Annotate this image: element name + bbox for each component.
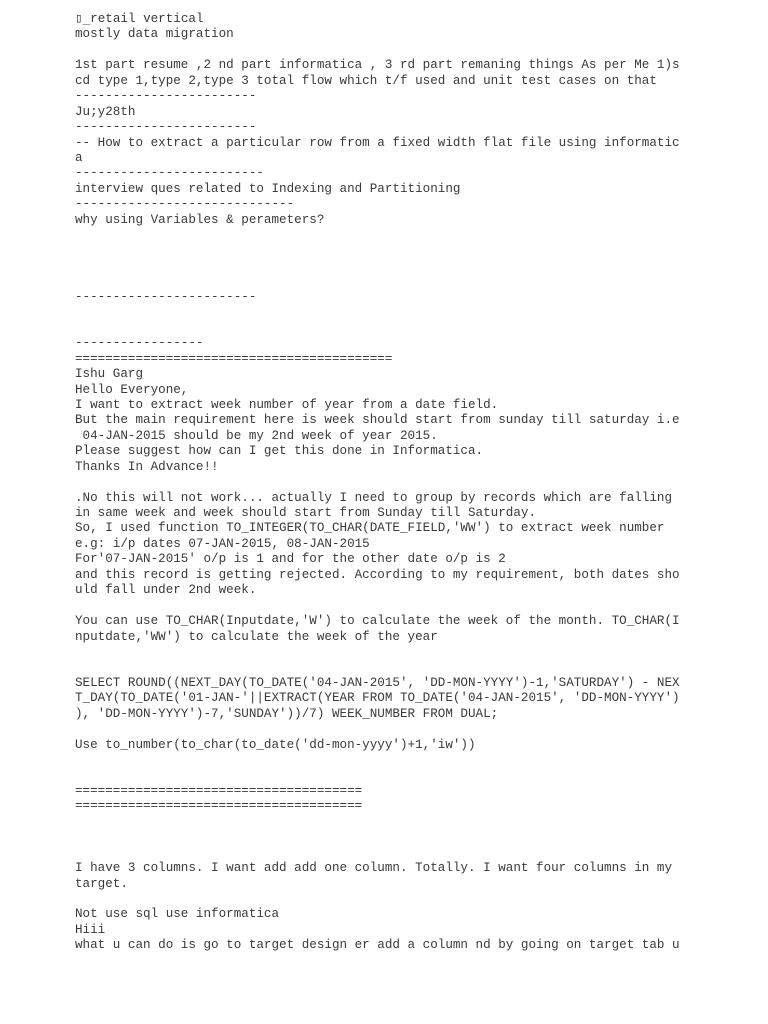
divider-line: ----------------------------- <box>75 197 295 212</box>
text-line: 1st part resume ,2 nd part informatica , 3 rd part remaning things As per Me 1)s <box>75 58 680 73</box>
blank-line <box>75 753 695 768</box>
blank-line <box>75 305 695 320</box>
text-line: I have 3 columns. I want add add one column. Totally. I want four columns in my <box>75 861 673 876</box>
blank-line <box>75 815 695 830</box>
divider-line: ------------------------ <box>75 89 257 104</box>
text-line: what u can do is go to target design er add a column nd by going on target tab u <box>75 938 680 953</box>
sql-line: T_DAY(TO_DATE('01-JAN-'||EXTRACT(YEAR FROM TO_DATE('04-JAN-2015', 'DD-MON-YYYY') <box>75 691 680 706</box>
text-line: ▯̲retail vertical <box>75 12 204 26</box>
blank-line <box>75 660 695 675</box>
text-line: Hiii <box>75 922 106 937</box>
text-line: in same week and week should start from Sunday till Saturday. <box>75 506 537 520</box>
blank-line <box>75 244 695 259</box>
document-page <box>75 12 695 954</box>
text-line: Hello Everyone, <box>75 382 189 397</box>
text-line: Ishu Garg <box>75 367 144 382</box>
blank-line <box>75 274 695 289</box>
blank-line <box>75 846 695 861</box>
text-line: target. <box>75 876 128 891</box>
sql-line: SELECT ROUND((NEXT_DAY(TO_DATE('04-JAN-2015', 'DD-MON-YYYY')-1,'SATURDAY') - NEX <box>75 675 680 690</box>
text-line: Ju;y28th <box>75 104 136 119</box>
blank-line <box>75 228 695 243</box>
text-line: 04-JAN-2015 should be my 2nd week of year 2015. <box>75 428 438 443</box>
text-line: and this record is getting rejected. According to my requirement, both dates sho <box>75 567 680 582</box>
text-line: e.g: i/p dates 07-JAN-2015, 08-JAN-2015 <box>75 536 370 551</box>
blank-line <box>75 830 695 845</box>
blank-line <box>75 892 695 907</box>
divider-line: ------------------------ <box>75 120 257 135</box>
text-line: For'07-JAN-2015' o/p is 1 and for the other date o/p is 2 <box>75 552 506 567</box>
text-line: I want to extract week number of year from a date field. <box>75 397 499 412</box>
text-line: But the main requirement here is week should start from sunday till saturday i.e <box>75 413 680 428</box>
text-line: .No this will not work... actually I need to group by records which are falling <box>75 490 673 505</box>
text-line: mostly data migration <box>75 27 234 42</box>
text-line: -- How to extract a particular row from a fixed width flat file using informatic <box>75 135 680 150</box>
text-line: So, I used function TO_INTEGER(TO_CHAR(DATE_FIELD,'WW') to extract week number <box>75 521 665 536</box>
text-line: cd type 1,type 2,type 3 total flow which t/f used and unit test cases on that <box>75 73 657 88</box>
blank-line <box>75 599 695 614</box>
sql-line: ), 'DD-MON-YYYY')-7,'SUNDAY'))/7) WEEK_NUMBER FROM DUAL; <box>75 706 499 721</box>
blank-line <box>75 645 695 660</box>
blank-line <box>75 722 695 737</box>
text-line: interview ques related to Indexing and Partitioning <box>75 181 461 196</box>
divider-line: ------------------------ <box>75 289 257 304</box>
text-line <box>75 43 695 58</box>
divider-line: ====================================== <box>75 799 363 814</box>
text-line: Not use sql use informatica <box>75 907 280 922</box>
divider-line: ========================================== <box>75 351 393 366</box>
text-line: nputdate,'WW') to calculate the week of the year <box>75 629 438 644</box>
text-line: a <box>75 150 83 165</box>
text-line: You can use TO_CHAR(Inputdate,'W') to calculate the week of the month. TO_CHAR(I <box>75 614 680 629</box>
blank-line <box>75 768 695 783</box>
blank-line <box>75 321 695 336</box>
text-line: uld fall under 2nd week. <box>75 583 257 598</box>
text-line: why using Variables & perameters? <box>75 212 325 227</box>
blank-line <box>75 475 695 490</box>
divider-line: ====================================== <box>75 783 363 798</box>
divider-line: ----------------- <box>75 336 204 351</box>
text-line: Thanks In Advance!! <box>75 459 219 474</box>
divider-line: ------------------------- <box>75 166 264 181</box>
blank-line <box>75 259 695 274</box>
text-line: Use to_number(to_char(to_date('dd-mon-yyyy')+1,'iw')) <box>75 737 476 752</box>
text-line: Please suggest how can I get this done in Informatica. <box>75 444 484 459</box>
